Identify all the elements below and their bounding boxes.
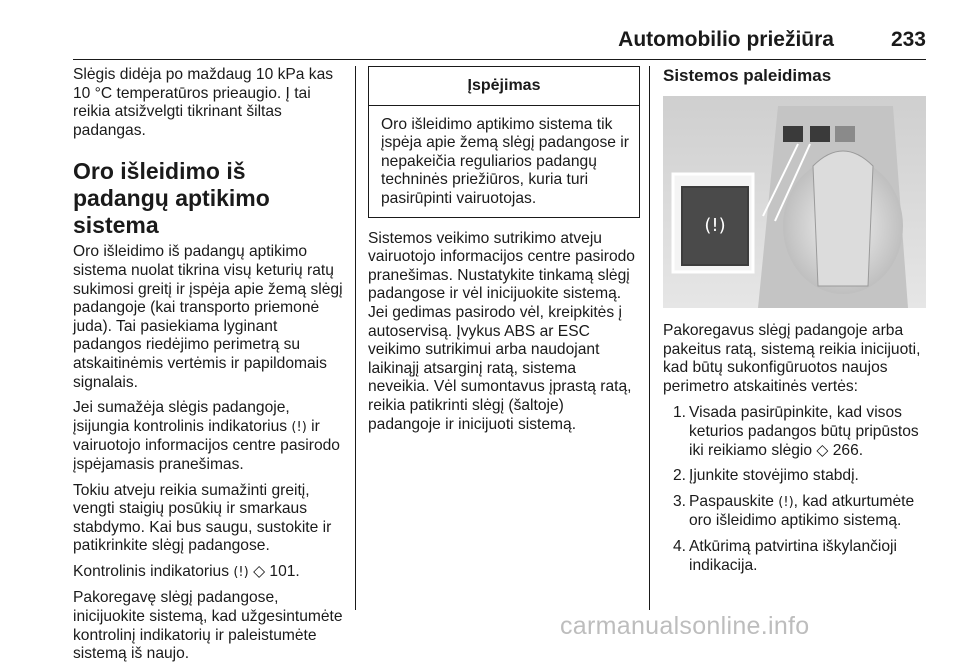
tpms-icon: (!) (704, 215, 726, 236)
paragraph: Pakoregavę slėgį padangose, inicijuokite sistemą, kad užgesintumėte kontrolinį indikatorių ir paleistumėte sistemą iš naujo. (73, 589, 343, 663)
tpms-warning-icon: (!) (291, 419, 307, 435)
column-divider (355, 66, 356, 610)
watermark: carmanualsonline.info (560, 612, 810, 640)
tpms-warning-icon: (!) (778, 494, 794, 510)
column-right (663, 66, 926, 582)
page-ref-icon: ◇ (816, 441, 829, 459)
page-ref-icon: ◇ (253, 562, 266, 580)
list-item: 1. Visada pasirūpinkite, kad visos keturios padangos būtų pripūstos iki reikiamo slėgio ◇ 266. (673, 404, 919, 459)
tpms-warning-icon: (!) (233, 564, 249, 580)
page-header (73, 28, 926, 58)
warning-text: Oro išleidimo aptikimo sistema tik įspėja apie žemą slėgį padangose ir nepakeičia reguliarios padangų techninės priežiūros, kuria turi pasirūpinti vairuotojas. (381, 115, 629, 207)
list-item: 4. Atkūrimą patvirtina iškylančioji indikacija. (673, 537, 897, 574)
paragraph: Sistemos veikimo sutrikimo atveju vairuotojo informacijos centre pasirodo pranešimas. Nustatykite tinkamą slėgį padangose ir vėl inicijuokite sistemą. Jei gedimas pasirodo vėl, kreipkitės į autoservisą. Įvykus ABS ar ESC veikimo sutrikimui arba naudojant laikinąjį atsarginį ratą, sistema neveikia. Vėl sumontavus įprastą ratą, reikia patikrinti slėgį (šaltoje) padangoje ir inicijuoti sistemą. (368, 229, 635, 433)
section-heading: Sistemos paleidimas (663, 66, 832, 85)
paragraph: Kontrolinis indikatorius (!) ◇ 101. (73, 563, 345, 583)
section-heading: Oro išleidimo iš padangų aptikimo sistema (73, 158, 270, 239)
header-rule (73, 59, 926, 60)
paragraph: Tokiu atveju reikia sumažinti greitį, vengti staigių posūkių ir smarkaus stabdymo. Kai bus saugu, sustokite ir patikrinkite slėgį padangose. (73, 481, 332, 555)
paragraph: Jei sumažėja slėgis padangoje, įsijungia kontrolinis indikatorius (!) ir vairuotojo informacijos centre pasirodo įspėjamasis pranešimas. (73, 399, 340, 473)
page-number: 233 (890, 28, 926, 51)
tpms-button-illustration (663, 96, 926, 308)
warning-title: Įspėjimas (369, 67, 639, 106)
paragraph: Oro išleidimo iš padangų aptikimo sistema nuolat tikrina visų keturių ratų sukimosi greitį ir įspėja apie žemą slėgį padangoje (kai transporto priemonė juda). Tai pasiekiama lyginant padangos riedėjimo perimetrą su atskaitinėmis vertėmis ir papildomais signalais. (73, 243, 343, 391)
paragraph: Pakoregavus slėgį padangoje arba pakeitus ratą, sistemą reikia inicijuoti, kad būtų sukonfigūruotos naujos perimetro atskaitinės vertės: (663, 322, 921, 395)
steps-list (663, 404, 926, 575)
column-middle (368, 66, 640, 441)
list-item: 2. Įjunkite stovėjimo stabdį. (673, 467, 859, 485)
warning-box (368, 66, 640, 218)
list-item: 3. Paspauskite (!), kad atkurtumėte oro išleidimo aptikimo sistemą. (673, 492, 915, 530)
column-left (73, 66, 345, 671)
column-divider (649, 66, 650, 610)
page-title: Automobilio priežiūra (618, 28, 834, 51)
paragraph: Slėgis didėja po maždaug 10 kPa kas 10 °C temperatūros prieaugio. Į tai reikia atsižvelgti tikrinant šiltas padangas. (73, 66, 334, 139)
